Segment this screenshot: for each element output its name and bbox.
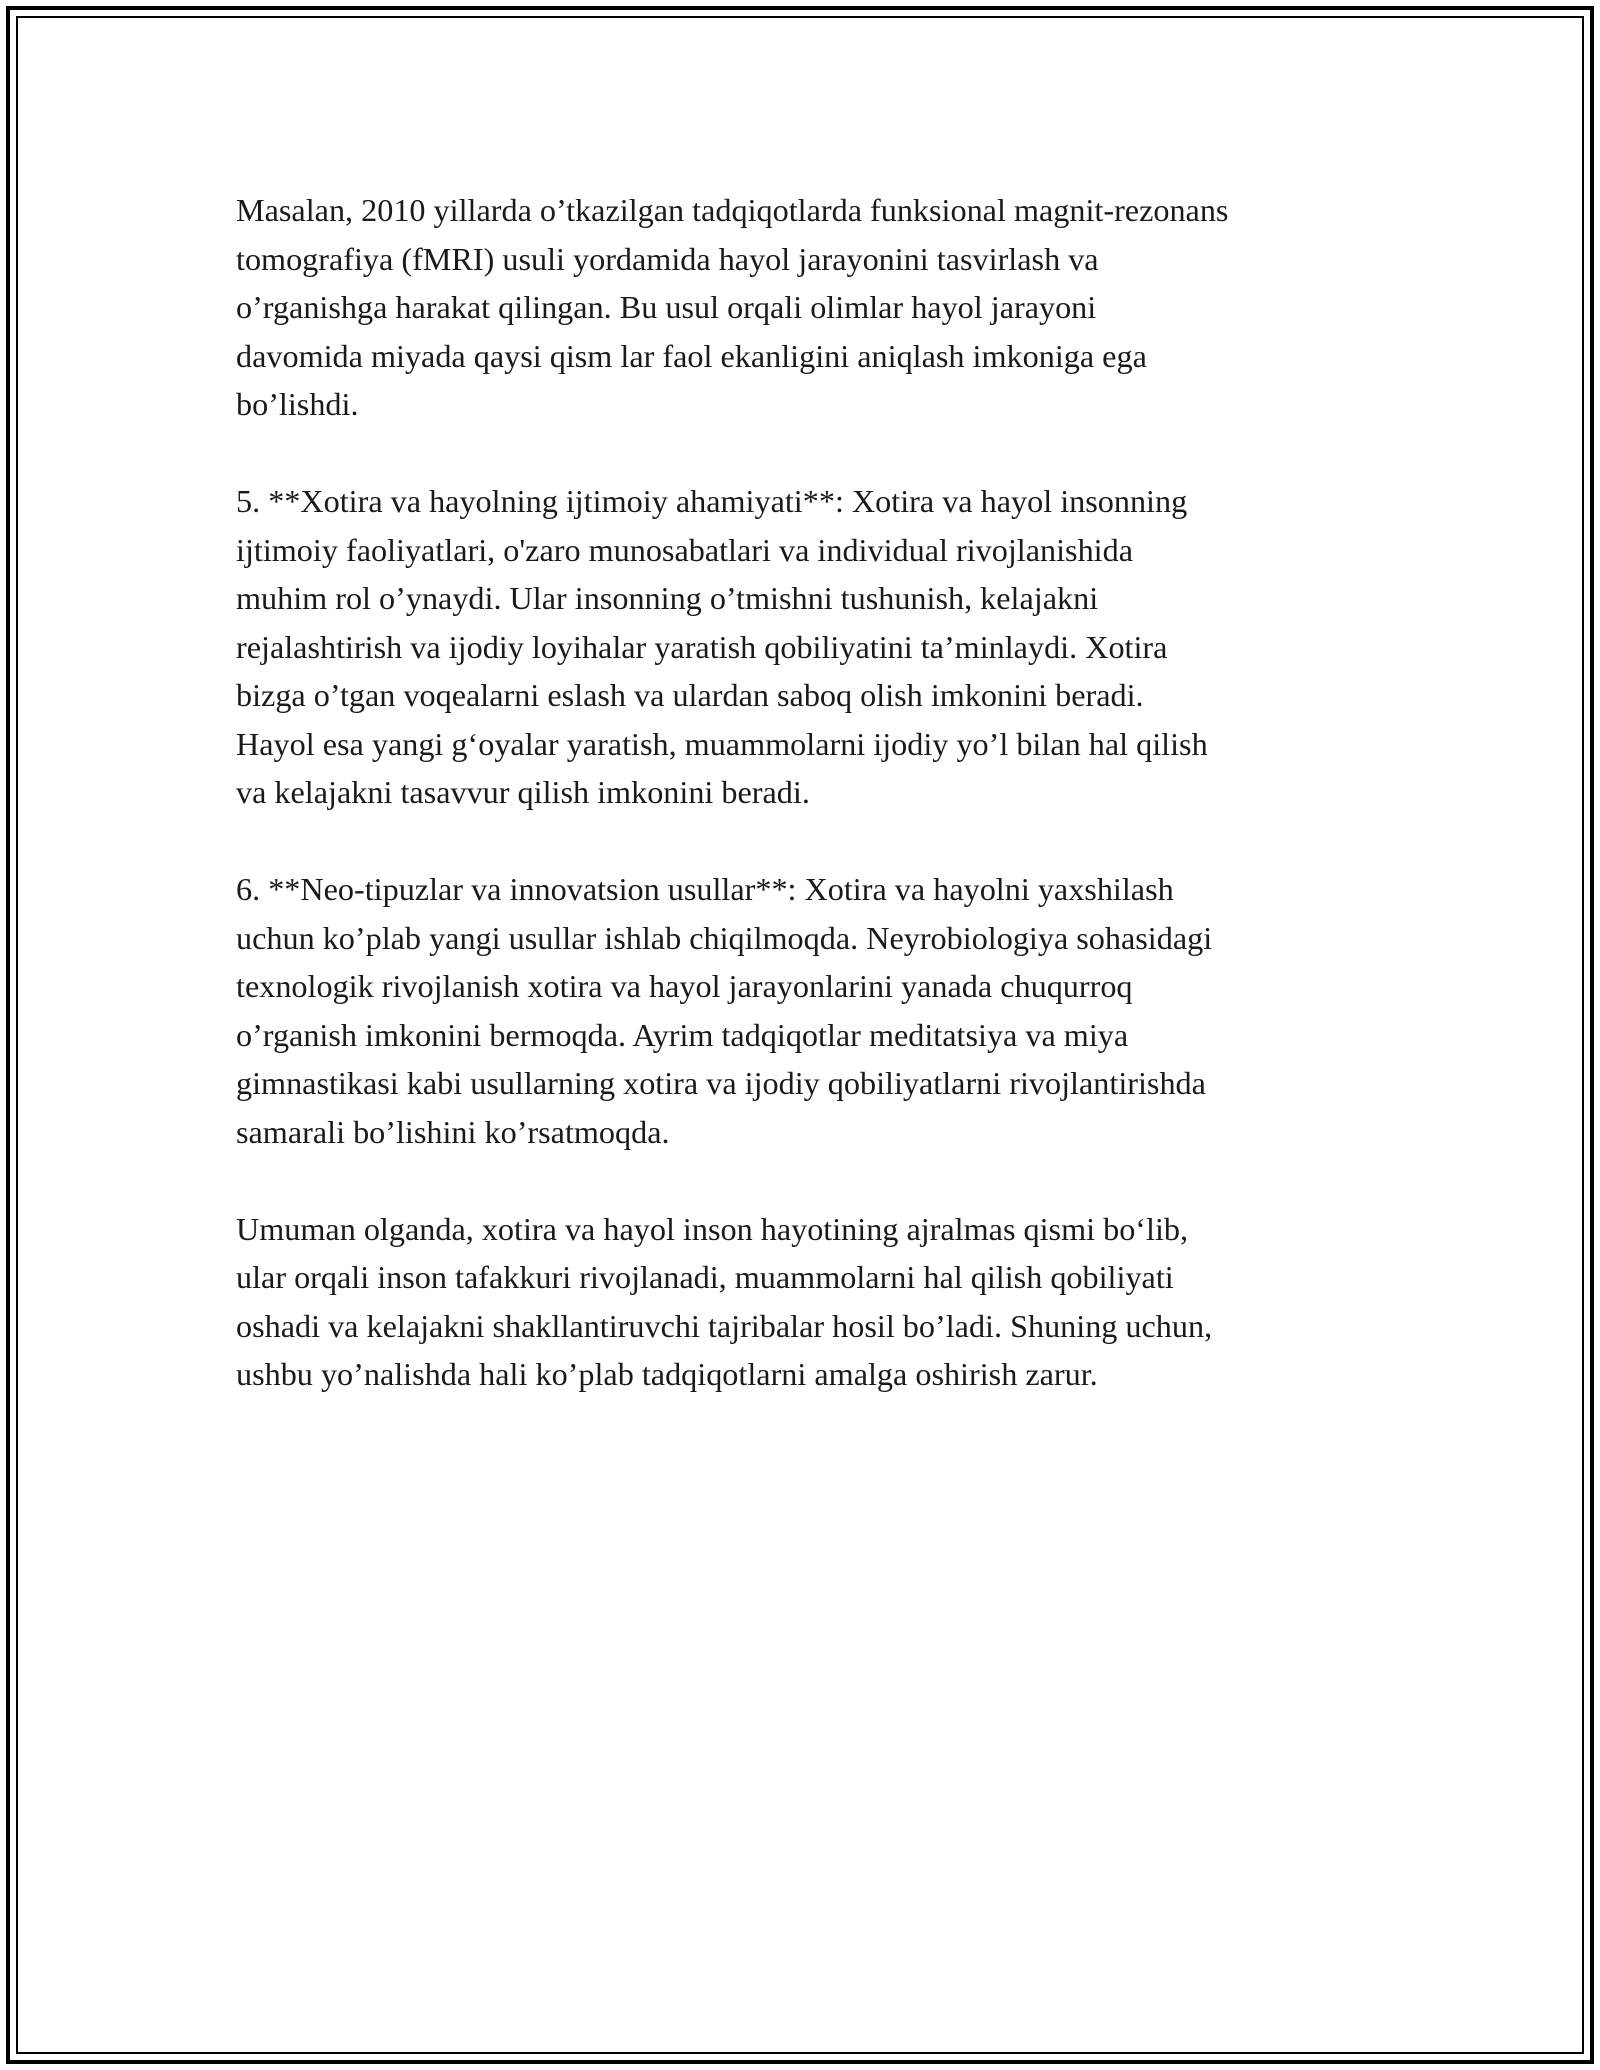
text-line: o’rganish imkonini bermoqda. Ayrim tadqiqotlar meditatsiya va miya	[236, 1016, 1129, 1053]
text-line: 6. **Neo-tipuzlar va innovatsion usullar**: Xotira va hayolni yaxshilash	[236, 871, 1174, 907]
text-line: rejalashtirish va ijodiy loyihalar yaratish qobiliyatini ta’minlaydi. Xotira	[236, 628, 1168, 665]
text-line: o’rganishga harakat qilingan. Bu usul orqali olimlar hayol jarayoni	[236, 289, 1097, 325]
text-line: Umuman olganda, xotira va hayol inson hayotining ajralmas qismi bo‘lib,	[236, 1210, 1189, 1247]
text-line: bo’lishdi.	[236, 386, 359, 422]
text-line: samarali bo’lishini ko’rsatmoqda.	[236, 1113, 670, 1150]
paragraph-conclusion	[236, 1205, 1366, 1399]
document-body	[236, 186, 1366, 1447]
text-line: ijtimoiy faoliyatlari, o'zaro munosabatlari va individual rivojlanishida	[236, 531, 1133, 568]
paragraph-innovative-methods	[236, 865, 1366, 1156]
text-line: uchun ko’plab yangi usullar ishlab chiqilmoqda. Neyrobiologiya sohasidagi	[236, 919, 1213, 956]
text-line: tomografiya (fMRI) usuli yordamida hayol jarayonini tasvirlash va	[236, 240, 1099, 277]
text-line: davomida miyada qaysi qism lar faol ekanligini aniqlash imkoniga ega	[236, 337, 1147, 374]
text-line: ushbu yo’nalishda hali ko’plab tadqiqotlarni amalga oshirish zarur.	[236, 1356, 1098, 1392]
text-line: muhim rol o’ynaydi. Ular insonning o’tmishni tushunish, kelajakni	[236, 580, 1099, 616]
paragraph-social-importance	[236, 477, 1366, 817]
text-line: gimnastikasi kabi usullarning xotira va ijodiy qobiliyatlarni rivojlantirishda	[236, 1065, 1206, 1101]
text-line: ular orqali inson tafakkuri rivojlanadi, muammolarni hal qilish qobiliyati	[236, 1259, 1174, 1295]
text-line: 5. **Xotira va hayolning ijtimoiy ahamiyati**: Xotira va hayol insonning	[236, 483, 1188, 519]
text-line: va kelajakni tasavvur qilish imkonini beradi.	[236, 774, 810, 810]
text-line: oshadi va kelajakni shakllantiruvchi tajribalar hosil bo’ladi. Shuning uchun,	[236, 1307, 1213, 1344]
text-line: Masalan, 2010 yillarda o’tkazilgan tadqiqotlarda funksional magnit-rezonans	[236, 192, 1229, 228]
text-line: texnologik rivojlanish xotira va hayol jarayonlarini yanada chuqurroq	[236, 968, 1133, 1004]
text-line: Hayol esa yangi g‘oyalar yaratish, muammolarni ijodiy yo’l bilan hal qilish	[236, 725, 1208, 762]
paragraph-fmri-study	[236, 186, 1366, 429]
text-line: bizga o’tgan voqealarni eslash va ulardan saboq olish imkonini beradi.	[236, 677, 1144, 713]
